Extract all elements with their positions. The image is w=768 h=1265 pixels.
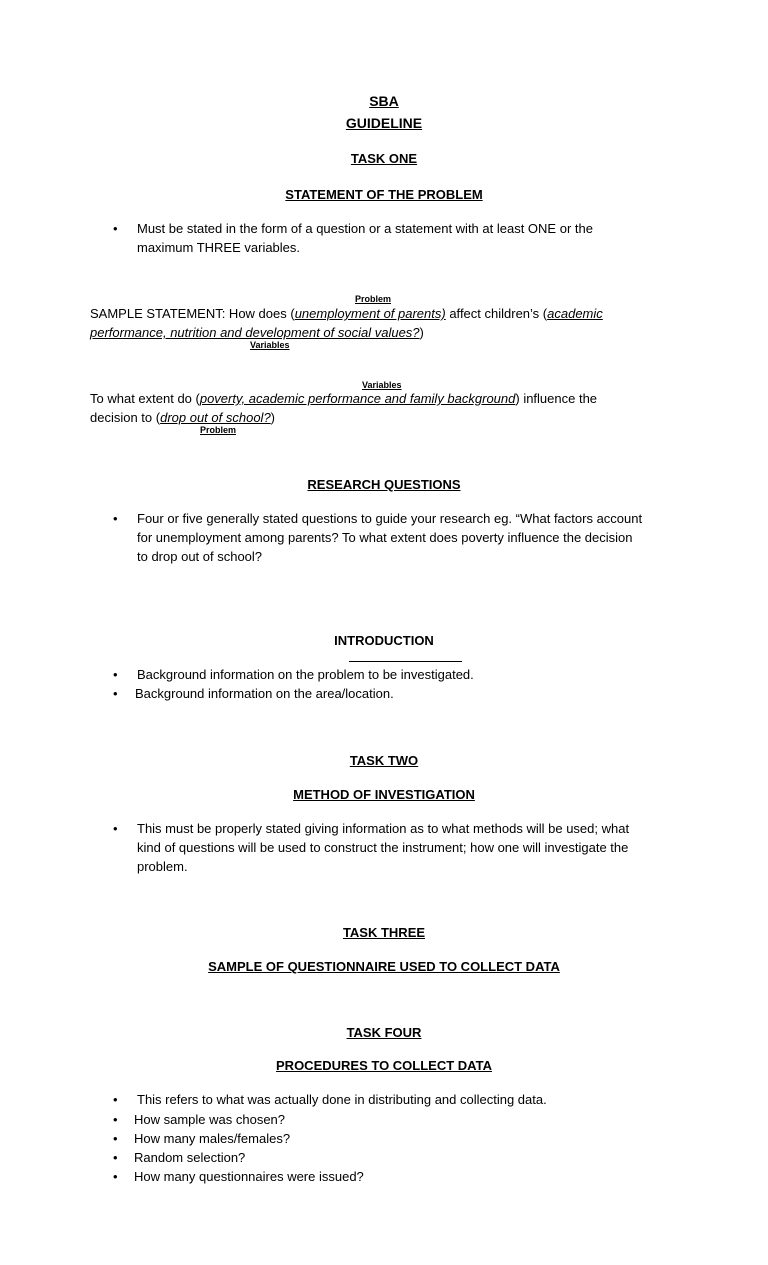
bullet-icon: • (113, 511, 118, 526)
bullet-icon: • (113, 1169, 118, 1184)
bullet-icon: • (113, 821, 118, 836)
method-bullet-line3: problem. (137, 859, 188, 874)
procedures-bullet-5: How many questionnaires were issued? (134, 1169, 364, 1184)
research-questions-heading: RESEARCH QUESTIONS (307, 477, 461, 492)
procedures-bullet-1: This refers to what was actually done in distributing and collecting data. (137, 1092, 547, 1107)
problem-label: Problem (200, 425, 237, 435)
task-three-heading: TASK THREE (342, 925, 426, 940)
sample2-line2: decision to (drop out of school?) (90, 410, 276, 425)
introduction-heading: INTRODUCTION (334, 633, 434, 648)
sample2-line1: To what extent do (poverty, academic performance and family background) influence the (90, 391, 598, 406)
bullet-icon: • (113, 686, 118, 701)
method-bullet-line1: This must be properly stated giving information as to what methods will be used; what (137, 821, 630, 836)
task-two-heading: TASK TWO (349, 753, 419, 768)
doc-title-line1: SBA (369, 93, 399, 109)
procedures-heading: PROCEDURES TO COLLECT DATA (276, 1058, 492, 1073)
procedures-bullet-2: How sample was chosen? (134, 1112, 286, 1127)
intro-bullet-2: Background information on the area/location. (135, 686, 394, 701)
doc-title-line2: GUIDELINE (345, 115, 423, 131)
variables-label: Variables (250, 340, 290, 350)
procedures-bullet-3: How many males/females? (134, 1131, 291, 1146)
method-heading: METHOD OF INVESTIGATION (293, 787, 475, 802)
method-bullet-line2: kind of questions will be used to construct the instrument; how one will investigate the (137, 840, 629, 855)
sample-statement-line2: performance, nutrition and development of social values?) (90, 325, 424, 340)
bullet-icon: • (113, 1131, 118, 1146)
procedures-bullet-4: Random selection? (134, 1150, 246, 1165)
task-one-heading: TASK ONE (350, 151, 418, 166)
bullet-icon: • (113, 221, 118, 236)
intro-bullet-1: Background information on the problem to be investigated. (137, 667, 474, 682)
research-bullet-line1: Four or five generally stated questions to guide your research eg. “What factors account (137, 511, 643, 526)
sample-statement-line1: SAMPLE STATEMENT: How does (unemployment of parents) affect children’s (academic (90, 306, 603, 321)
bullet-icon: • (113, 1092, 118, 1107)
task-four-heading: TASK FOUR (346, 1025, 422, 1040)
bullet-icon: • (113, 667, 118, 682)
sample-questionnaire-heading: SAMPLE OF QUESTIONNAIRE USED TO COLLECT DATA (208, 959, 560, 974)
problem-label: Problem (355, 294, 392, 304)
statement-bullet-line1: Must be stated in the form of a question or a statement with at least ONE or the (137, 221, 593, 236)
statement-bullet-line2: maximum THREE variables. (137, 240, 301, 255)
research-bullet-line2: for unemployment among parents? To what extent does poverty influence the decision (137, 530, 633, 545)
bullet-icon: • (113, 1112, 118, 1127)
variables-label: Variables (362, 380, 402, 390)
research-bullet-line3: to drop out of school? (137, 549, 263, 564)
statement-heading: STATEMENT OF THE PROBLEM (285, 187, 483, 202)
heading-rule (349, 661, 462, 662)
bullet-icon: • (113, 1150, 118, 1165)
